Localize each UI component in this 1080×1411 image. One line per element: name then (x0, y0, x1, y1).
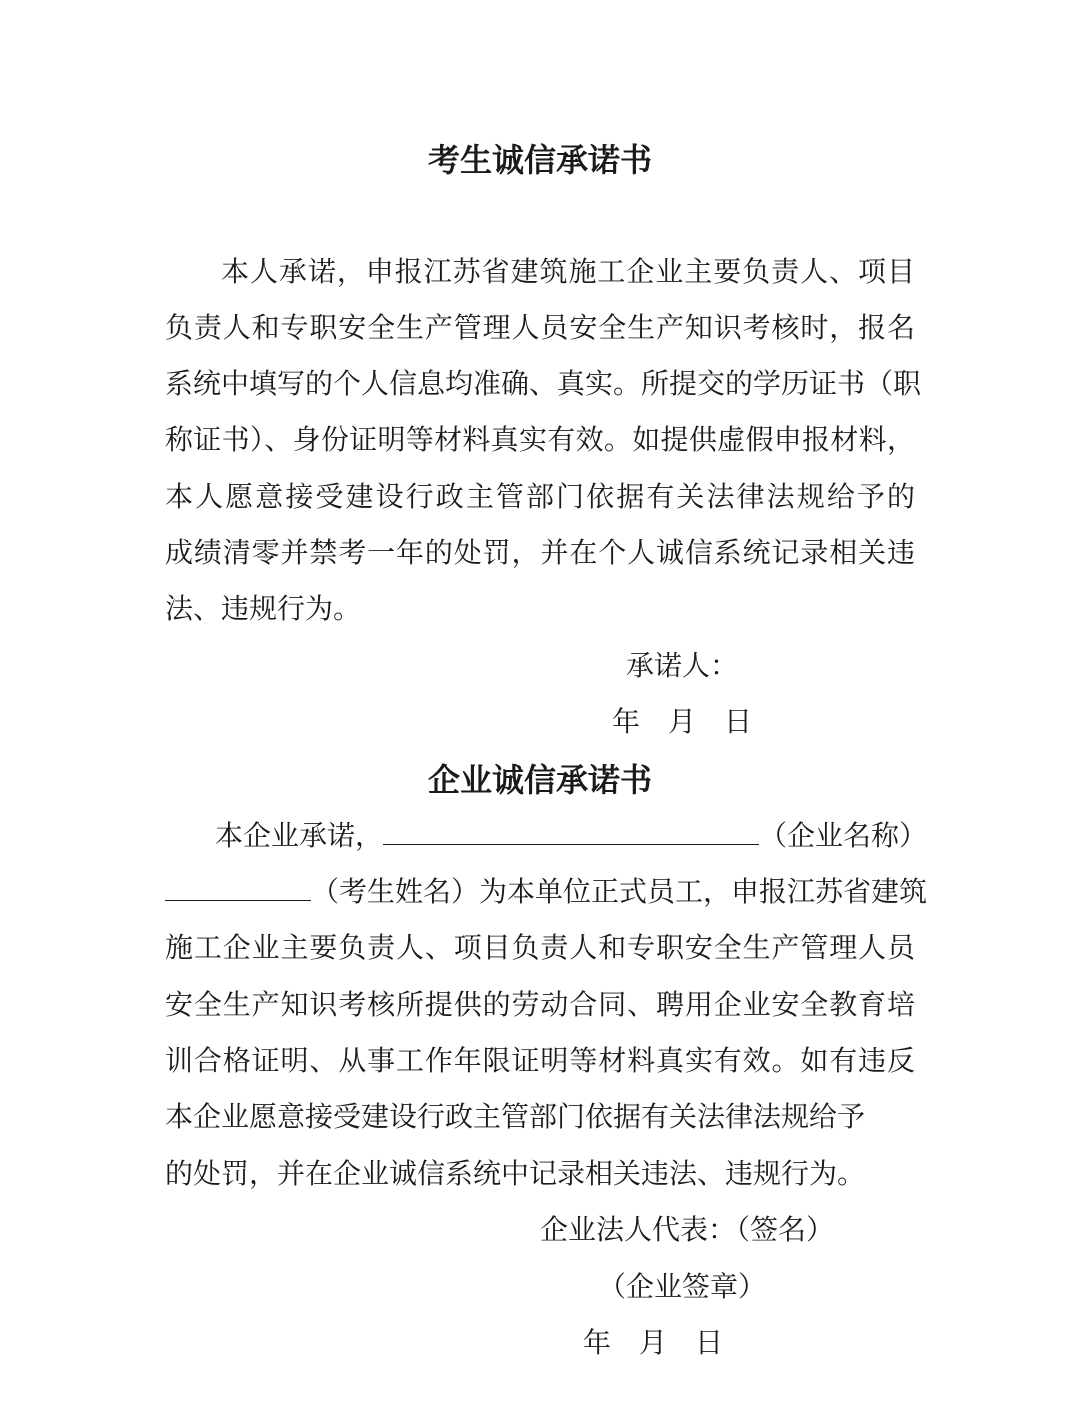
enterprise-title: 企业诚信承诺书 (427, 761, 652, 799)
legal-rep-label: 企业法人代表：（签名） (540, 1213, 835, 1246)
enterprise-line1-suffix: （企业名称） (759, 819, 928, 852)
examinee-line-6: 成绩清零并禁考一年的处罚，并在个人诚信系统记录相关违 (165, 536, 915, 569)
enterprise-line1-prefix: 本企业承诺， (215, 819, 384, 852)
examinee-name-blank[interactable] (165, 874, 311, 901)
enterprise-line-6: 本企业愿意接受建设行政主管部门依据有关法律法规给予 (165, 1100, 866, 1133)
enterprise-seal-label: （企业签章） (598, 1270, 767, 1303)
enterprise-line-4: 安全生产知识考核所提供的劳动合同、聘用企业安全教育培 (165, 988, 915, 1021)
enterprise-line-5: 训合格证明、从事工作年限证明等材料真实有效。如有违反 (165, 1044, 915, 1077)
enterprise-line2-suffix: （考生姓名）为本单位正式员工，申报江苏省建筑 (311, 875, 928, 908)
company-name-blank[interactable] (383, 818, 759, 845)
enterprise-line-7: 的处罚，并在企业诚信系统中记录相关违法、违规行为。 (165, 1157, 866, 1190)
enterprise-date-label: 年 月 日 (583, 1326, 724, 1359)
examinee-line-4: 称证书）、身份证明等材料真实有效。如提供虚假申报材料， (165, 423, 915, 456)
examinee-line-1: 本人承诺，申报江苏省建筑施工企业主要负责人、项目 (221, 255, 915, 288)
examinee-line-3: 系统中填写的个人信息均准确、真实。所提交的学历证书（职 (165, 367, 922, 400)
examinee-line-2: 负责人和专职安全生产管理人员安全生产知识考核时，报名 (165, 311, 915, 344)
examinee-signer-label: 承诺人： (626, 649, 739, 682)
enterprise-line-1 (215, 818, 928, 854)
enterprise-line-2 (165, 874, 928, 910)
enterprise-line-3: 施工企业主要负责人、项目负责人和专职安全生产管理人员 (165, 931, 915, 964)
examinee-line-5: 本人愿意接受建设行政主管部门依据有关法律法规给予的 (165, 480, 915, 513)
examinee-date-label: 年 月 日 (612, 705, 753, 738)
examinee-line-7: 法、违规行为。 (165, 592, 362, 625)
examinee-title: 考生诚信承诺书 (427, 141, 652, 179)
